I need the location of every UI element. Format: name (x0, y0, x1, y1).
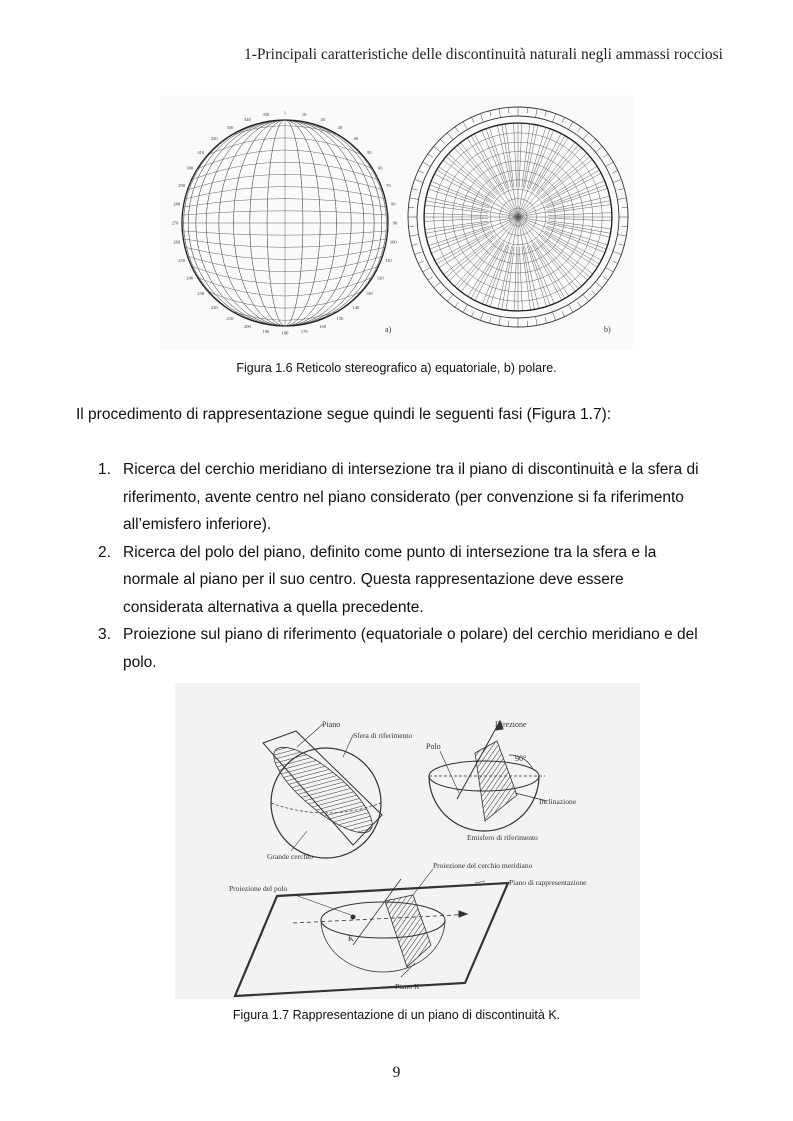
label-grande-cerchio: Grande cerchio (267, 852, 314, 861)
equatorial-tick-label: 130 (365, 291, 373, 297)
step-line: considerata alternativa a quella precedente. (123, 598, 424, 616)
equatorial-tick-label: 50 (367, 149, 372, 155)
equatorial-tick-label: 20 (320, 117, 325, 123)
label-direzione: Direzione (495, 720, 527, 729)
equatorial-tick-label: 90 (392, 220, 398, 226)
stereonets-svg (160, 95, 633, 350)
equatorial-tick-label: 220 (210, 304, 218, 310)
equatorial-tick-label: 10 (301, 112, 307, 118)
equatorial-tick-label: 190 (262, 328, 270, 334)
step-line: Proiezione sul piano di riferimento (equatoriale o polare) del cerchio meridiano e del (123, 626, 698, 643)
figure-1-7-diagram (175, 683, 640, 999)
panel-a-label: a) (385, 325, 392, 334)
step-number: 2. (98, 543, 111, 561)
equatorial-tick-label: 260 (173, 239, 181, 245)
step-line: Ricerca del cerchio meridiano di intersezione tra il piano di discontinuità e la sfera di (123, 461, 699, 478)
equatorial-tick-label: 270 (171, 220, 179, 226)
label-polo: Polo (426, 742, 441, 751)
equatorial-tick-label: 180 (281, 330, 289, 336)
equatorial-tick-label: 70 (386, 182, 391, 188)
reference-sphere-drawing (263, 724, 384, 858)
step-line: normale al piano per il suo centro. Questa rappresentazione deve essere (123, 571, 624, 588)
running-header: 1-Principali caratteristiche delle discontinuità naturali negli ammassi rocciosi (243, 46, 723, 63)
equatorial-tick-label: 310 (197, 149, 205, 155)
label-piano-rappresentazione: Piano di rappresentazione (509, 878, 587, 887)
equatorial-tick-label: 170 (300, 328, 308, 334)
label-piano: Piano (322, 720, 341, 729)
procedure-steps (94, 456, 734, 676)
equatorial-tick-label: 80 (391, 201, 396, 207)
page-number: 9 (392, 1064, 401, 1081)
label-piano-k: Piano K (395, 982, 420, 991)
equatorial-tick-label: 290 (178, 182, 185, 188)
equatorial-tick-label: 100 (389, 239, 397, 245)
step-item (94, 539, 734, 622)
equatorial-tick-label: 140 (352, 304, 360, 310)
equatorial-tick-label: 1 (283, 110, 287, 116)
step-item (94, 621, 734, 676)
figure-1-6-stereonets (160, 95, 633, 350)
equatorial-tick-label: 210 (226, 315, 234, 321)
equatorial-tick-label: 300 (186, 165, 194, 171)
reference-hemisphere-drawing (429, 721, 547, 831)
intro-paragraph: Il procedimento di rappresentazione segue quindi le seguenti fasi (Figura 1.7): (76, 406, 612, 423)
equatorial-tick-label: 330 (226, 125, 234, 131)
equatorial-tick-label: 340 (244, 117, 251, 123)
equatorial-tick-label: 240 (186, 275, 194, 281)
panel-b-label: b) (604, 325, 611, 334)
figure-1-7-caption: Figura 1.7 Rappresentazione di un piano di discontinuità K. (232, 1008, 561, 1022)
label-proiezione-polo: Proiezione del polo (229, 884, 288, 893)
step-line: riferimento, avente centro nel piano considerato (per convenzione si fa riferimento (123, 488, 684, 506)
step-number: 3. (98, 626, 111, 643)
equatorial-tick-label: 160 (319, 323, 326, 329)
equatorial-tick-label: 150 (336, 315, 344, 321)
step-item (94, 456, 734, 539)
step-line: all’emisfero inferiore). (123, 516, 272, 533)
step-number: 1. (98, 461, 111, 478)
figure-1-6-caption: Figura 1.6 Reticolo stereografico a) equatoriale, b) polare. (236, 361, 557, 375)
equatorial-tick-label: 200 (244, 323, 251, 329)
label-proiezione-cerchio: Proiezione del cerchio meridiano (433, 861, 533, 870)
equatorial-tick-label: 230 (197, 291, 205, 297)
polar-net (408, 107, 628, 334)
equatorial-tick-label: 60 (378, 165, 383, 171)
label-sfera: Sfera di riferimento (353, 731, 413, 740)
label-angle: 90° (515, 754, 527, 763)
equatorial-tick-label: 280 (173, 201, 181, 207)
equatorial-tick-label: 250 (178, 258, 185, 264)
label-inclinazione: Inclinazione (539, 797, 577, 806)
step-line: Ricerca del polo del piano, definito come punto di intersezione tra la sfera e la (123, 543, 657, 561)
equatorial-tick-label: 320 (210, 136, 218, 142)
equatorial-tick-label: 120 (376, 275, 384, 281)
label-k: K (348, 934, 354, 943)
equatorial-tick-label: 30 (337, 125, 343, 131)
discontinuity-plane-svg (175, 683, 640, 999)
step-line: polo. (123, 653, 157, 671)
equatorial-tick-label: 110 (385, 258, 392, 264)
equatorial-net (172, 111, 398, 336)
equatorial-tick-label: 350 (262, 112, 270, 118)
equatorial-tick-label: 40 (353, 136, 358, 142)
label-emisfero: Emisfero di riferimento (467, 833, 538, 842)
